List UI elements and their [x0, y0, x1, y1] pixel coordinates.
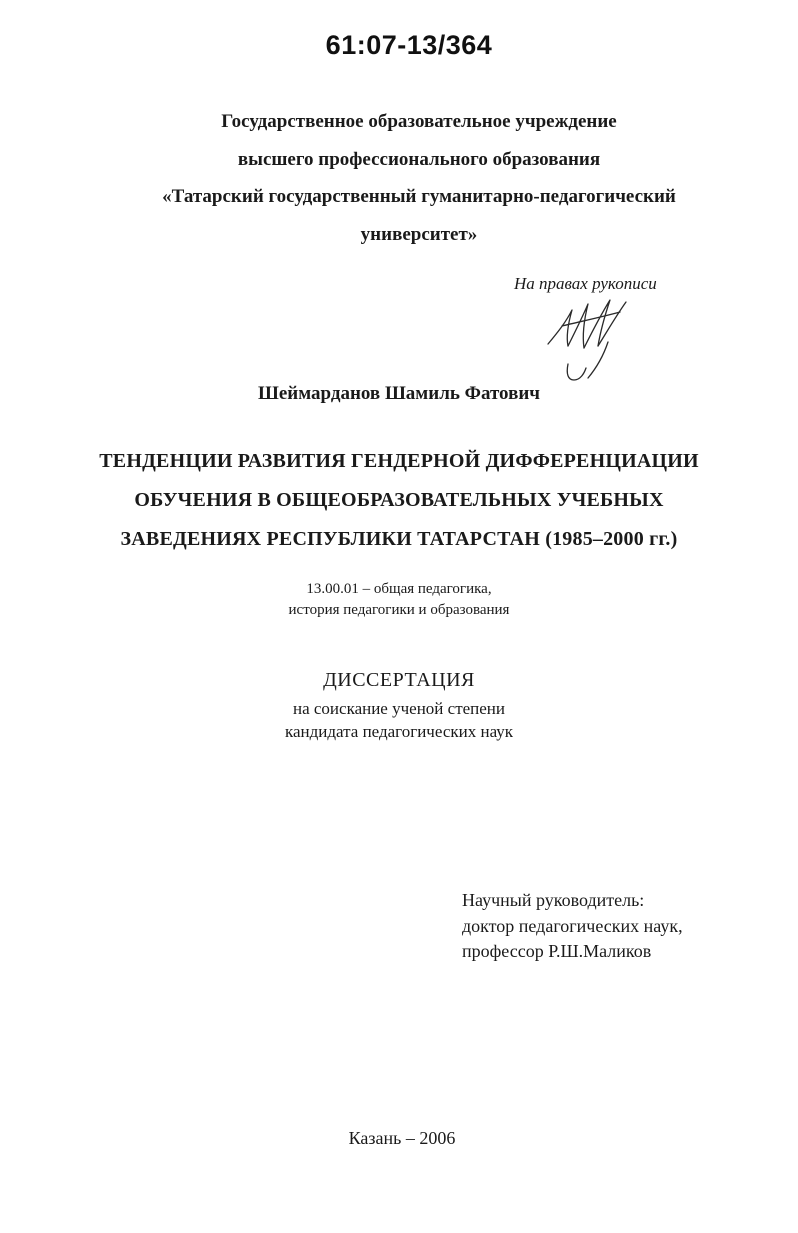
city-year: Казань – 2006	[348, 1128, 456, 1148]
specialty-line-1: 13.00.01 – общая педагогика,	[306, 581, 492, 597]
archive-code: 61:07-13/364	[325, 30, 493, 60]
supervisor-name: профессор Р.Ш.Маликов	[462, 941, 652, 961]
manuscript-note: На правах рукописи	[514, 274, 657, 293]
supervisor-degree: доктор педагогических наук,	[462, 915, 683, 936]
institution-header	[0, 103, 798, 253]
document-type: ДИССЕРТАЦИЯ	[323, 669, 475, 691]
specialty-line-2: история педагогики и образования	[288, 602, 510, 618]
institution-line-1: Государственное образовательное учреждение	[221, 111, 617, 132]
title-line-3: ЗАВЕДЕНИЯХ РЕСПУБЛИКИ ТАТАРСТАН (1985–2000 гг.)	[120, 528, 678, 550]
institution-line-4: университет»	[360, 223, 478, 245]
signature	[538, 282, 648, 392]
dissertation-title	[0, 442, 798, 559]
degree-info	[0, 697, 798, 743]
institution-line-2: высшего профессионального образования	[237, 148, 601, 170]
degree-line-1: на соискание ученой степени	[292, 699, 506, 718]
title-line-2: ОБУЧЕНИЯ В ОБЩЕОБРАЗОВАТЕЛЬНЫХ УЧЕБНЫХ	[134, 489, 664, 511]
degree-line-2: кандидата педагогических наук	[284, 722, 514, 741]
title-line-1: ТЕНДЕНЦИИ РАЗВИТИЯ ГЕНДЕРНОЙ ДИФФЕРЕНЦИАЦИИ	[99, 450, 699, 472]
supervisor-block	[462, 888, 683, 965]
specialty	[0, 579, 798, 621]
author-name: Шеймарданов Шамиль Фатович	[257, 383, 541, 404]
institution-line-3: «Татарский государственный гуманитарно-педагогический	[162, 186, 676, 207]
supervisor-label: Научный руководитель:	[462, 890, 645, 910]
